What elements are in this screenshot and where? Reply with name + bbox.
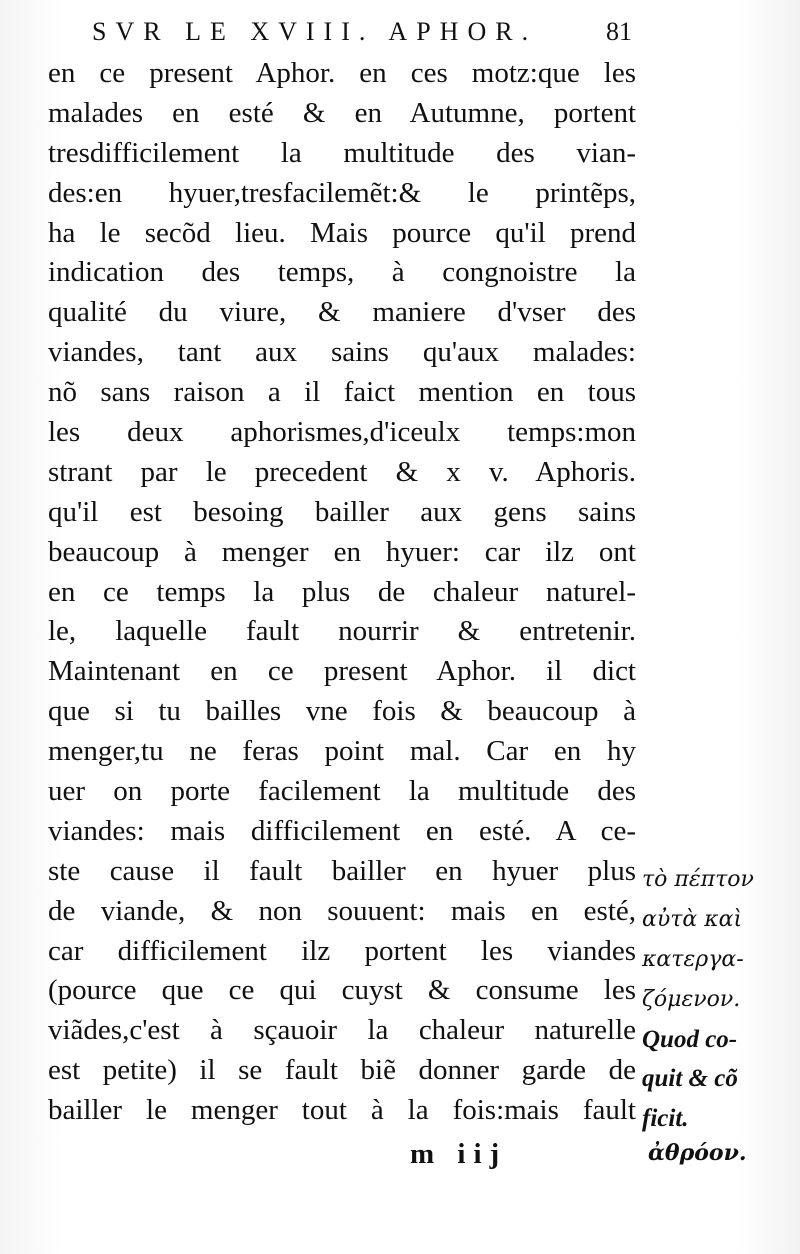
page-number: 81 [606, 17, 632, 46]
text-line: les deux aphorismes,d'iceulx temps:mon [48, 416, 636, 449]
latin-note-line: Quod co- [642, 1025, 738, 1053]
text-line: car difficilement ilz portent les viandes [48, 934, 636, 967]
greek-note-line: αὐτὰ καὶ [642, 906, 743, 932]
text-line: des:en hyuer,tresfacilemẽt:& le printẽps, [48, 176, 636, 209]
text-line: strant par le precedent & x v. Aphoris. [48, 455, 636, 488]
greek-note-line: τὸ πέπτον [642, 867, 754, 892]
text-line: le, laquelle fault nourrir & entretenir. [48, 615, 636, 648]
text-line: est petite) il se fault biẽ donner garde de [48, 1054, 636, 1087]
text-line: bailler le menger tout à la fois:mais fault [48, 1094, 636, 1127]
latin-note-line: ficit. [642, 1105, 689, 1133]
text-line: qualité du viure, & maniere d'vser des [48, 296, 636, 329]
text-line: (pource que ce qui cuyst & consume les [48, 974, 636, 1007]
text-line: viandes, tant aux sains qu'aux malades: [48, 336, 636, 369]
text-line: beaucoup à menger en hyuer: car ilz ont [48, 535, 636, 568]
text-line: en ce present Aphor. en ces motz:que les [48, 57, 636, 89]
text-line: que si tu bailles vne fois & beaucoup à [48, 695, 636, 728]
signature-mark: m iij [410, 1138, 508, 1170]
text-line: indication des temps, à congnoistre la [48, 256, 636, 289]
text-line: uer on porte facilement la multitude des [48, 775, 636, 808]
text-line: tresdifficilement la multitude des vian- [48, 136, 636, 169]
text-line: menger,tu ne feras point mal. Car en hy [48, 735, 636, 768]
greek-note-line: ζόμενον. [642, 986, 741, 1012]
running-title: SVR LE XVIII. APHOR. [92, 17, 538, 46]
text-line: en ce temps la plus de chaleur naturel- [48, 575, 636, 608]
marginal-annotations [642, 860, 792, 1139]
running-head [92, 12, 632, 52]
text-line: malades en esté & en Autumne, portent [48, 96, 636, 129]
latin-note-line: quit & cõ [642, 1065, 738, 1093]
text-line: nõ sans raison a il faict mention en tous [48, 376, 636, 409]
text-line: ste cause il fault bailler en hyuer plus [48, 854, 636, 887]
catchword: ἀθρόον. [648, 1140, 747, 1166]
main-text-block [48, 54, 636, 1131]
text-line: Maintenant en ce present Aphor. il dict [48, 655, 636, 688]
text-line: ha le secõd lieu. Mais pource qu'il prend [48, 216, 636, 249]
text-line: viandes: mais difficilement en esté. A ce- [48, 814, 636, 847]
greek-note-line: κατεργα- [642, 946, 744, 972]
text-line: qu'il est besoing bailler aux gens sains [48, 495, 636, 528]
text-line: de viande, & non souuent: mais en esté, [48, 894, 636, 927]
text-line: viãdes,c'est à sçauoir la chaleur naturelle [48, 1014, 636, 1047]
